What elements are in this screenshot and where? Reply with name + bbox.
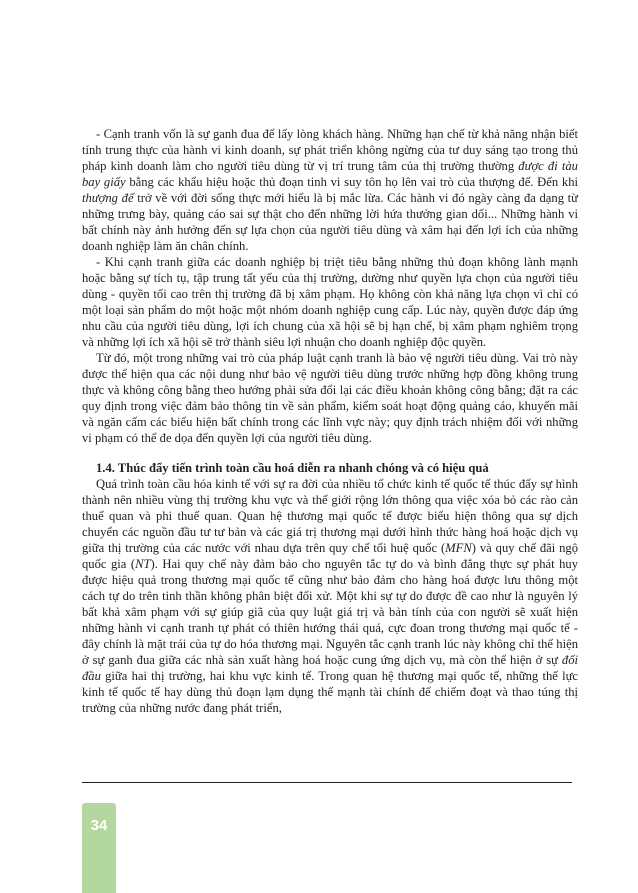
emphasized-text: thượng đế (82, 191, 134, 205)
paragraph: Quá trình toàn cầu hóa kinh tế với sự ra đời của nhiều tổ chức kinh tế quốc tế thúc đẩy sự hình thành nên nhiều vùng thị trường khu vực và thế giới rộng lớn thông qua việc xóa bỏ các rào cản thuế quan và phi thuế quan. Quan hệ thương mại quốc tế được biểu hiện thông qua sự dịch chuyển các nguồn đầu tư tư bản và các giá trị thương mại dưới hình thức hàng hoá hoặc dịch vụ giữa thị trường của các nước với nhau dựa trên quy chế tối huệ quốc (MFN) và quy chế đãi ngộ quốc gia (NT). Hai quy chế này đảm bảo cho nguyên tắc tự do và bình đẳng thực sự phát huy được hiệu quả trong thương mại quốc tế cũng như bảo đảm cho hàng hoá được lưu thông một cách tự do trên tinh thần không phân biệt đối xử. Một khi sự tự do được đề cao như là nguyên lý bất khả xâm phạm với sự giúp giã của quy luật giá trị và bản tính của con người sẽ xuất hiện những hành vi cạnh tranh tự phát có thiên hướng thái quá, cực đoan trong thương mại quốc tế - đây chính là mặt trái của tự do hóa thương mại. Nguyên tắc cạnh tranh lúc này không chỉ thể hiện ở sự ganh đua giữa các nhà sản xuất hàng hoá hoặc cung ứng dịch vụ, mà còn thể hiện ở sự đối đầu giữa hai thị trường, hai khu vực kinh tế. Trong quan hệ thương mại quốc tế, những thế lực kinh tế quốc tế hay dùng thủ đoạn lạm dụng thế mạnh tài chính để chiếm đoạt và thao túng thị trường của những nước đang phát triển, (82, 477, 578, 715)
paragraph: Từ đó, một trong những vai trò của pháp luật cạnh tranh là bảo vệ người tiêu dùng. Vai trò này được thể hiện qua các nội dung như bảo vệ người tiêu dùng trước những hợp đồng không trung thực và không công bằng theo hướng phải sửa đổi lại các điều khoản không công bằng; đặt ra các quy định trong việc đảm bảo thông tin về sản phẩm, kiểm soát hoạt động quảng cáo, khuyến mãi và ngăn cấm các biểu hiện bất chính trong các lĩnh vực này; quy định trách nhiệm đối với những vi phạm có thể đe dọa đến quyền lợi của người tiêu dùng. (82, 351, 578, 445)
footer-divider (82, 782, 572, 783)
paragraph: - Cạnh tranh vốn là sự ganh đua để lấy lòng khách hàng. Những hạn chế từ khả năng nhận biết tính trung thực của hành vi kinh doanh, sự phát triển không ngừng của tư duy sáng tạo trong thủ pháp kinh doanh làm cho người tiêu dùng từ vị trí trung tâm của thị trường thường được đi tàu bay giấy bằng các khẩu hiệu hoặc thủ đoạn tinh vi suy tôn họ lên vai trò của thượng đế. Đến khi thượng đế trở về với đời sống thực mới hiểu là bị mắc lừa. Các hành vi đó ngày càng đa dạng từ những trưng bày, quảng cáo sai sự thật cho đến những lời hứa thưởng gian dối... Những hành vi bất chính này ảnh hưởng đến sự lựa chọn của người tiêu dùng và xâm hại đến lợi ích của những doanh nghiệp làm ăn chân chính. (82, 127, 579, 253)
page-body (82, 126, 578, 716)
emphasized-text: đối đầu (82, 653, 578, 683)
page-number-badge (82, 803, 116, 893)
emphasized-text: NT (135, 557, 151, 571)
section-heading: 1.4. Thúc đẩy tiến trình toàn cầu hoá diễn ra nhanh chóng và có hiệu quả (96, 461, 489, 475)
paragraph: - Khi cạnh tranh giữa các doanh nghiệp bị triệt tiêu bằng những thủ đoạn không lành mạnh hoặc bằng sự tích tụ, tập trung tất yếu của thị trường, dường như quyền lựa chọn của người tiêu dùng - quyền tối cao trên thị trường đã bị xâm phạm. Họ không còn khả năng lựa chọn vì chỉ có một loại sản phẩm do một hoặc một nhóm doanh nghiệp cung cấp. Lúc này, quyền được đáp ứng nhu cầu của người tiêu dùng, lợi ích chung của xã hội sẽ bị hạn chế, bị xâm phạm nghiêm trọng và những lợi ích xã hội sẽ trở thành siêu lợi nhuận cho doanh nghiệp độc quyền. (82, 255, 578, 349)
page-number: 34 (90, 817, 108, 834)
emphasized-text: MFN (445, 541, 472, 555)
emphasized-text: được đi tàu bay giấy (82, 159, 578, 189)
